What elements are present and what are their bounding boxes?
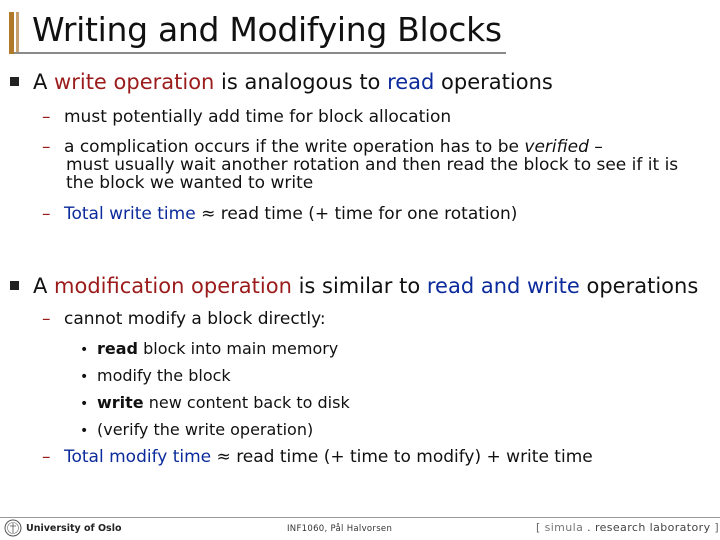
subbullet-total-write-time: – Total write time ≈ read time (+ time for one rotation)	[42, 204, 518, 224]
list-item-modify: • modify the block	[80, 366, 231, 385]
list-item-verify: • (verify the write operation)	[80, 420, 314, 439]
footer-course: INF1060, Pål Halvorsen	[287, 524, 393, 534]
university-seal-icon	[4, 519, 22, 537]
bullet-write-operation: A write operation is analogous to read operations	[10, 70, 553, 94]
footer-institution: University of Oslo	[26, 523, 122, 534]
slide-title: Writing and Modifying Blocks	[32, 10, 502, 49]
title-accent-bar-secondary	[16, 12, 19, 54]
list-item-read: • read block into main memory	[80, 339, 339, 358]
subbullet-block-allocation: – must potentially add time for block allocation	[42, 107, 452, 127]
footer-lab: [ simula . research laboratory ]	[536, 521, 720, 534]
term-read-and-write: read and write	[426, 274, 580, 298]
square-bullet-icon	[10, 281, 19, 290]
footer-divider	[0, 517, 720, 518]
footer-simula: simula	[544, 521, 584, 534]
term-verified: verified	[524, 137, 589, 157]
term-read: read	[387, 70, 435, 94]
subbullet-verification: – a complication occurs if the write operation has to be verified – must usually wait another rotation and then read the block to see if it is the block we wanted to write	[42, 137, 679, 193]
square-bullet-icon	[10, 77, 19, 86]
term-total-modify-time: Total modify time	[64, 447, 212, 467]
title-accent-bar	[9, 12, 14, 54]
title-underline	[14, 52, 506, 54]
subbullet-cannot-modify: – cannot modify a block directly:	[42, 309, 326, 329]
list-item-write: • write new content back to disk	[80, 393, 350, 412]
bullet-modification-operation: A modification operation is similar to read and write operations	[10, 274, 698, 298]
subbullet-total-modify-time: – Total modify time ≈ read time (+ time to modify) + write time	[42, 447, 593, 467]
term-write-operation: write operation	[54, 70, 215, 94]
term-modification-operation: modification operation	[54, 274, 292, 298]
term-total-write-time: Total write time	[64, 204, 196, 224]
